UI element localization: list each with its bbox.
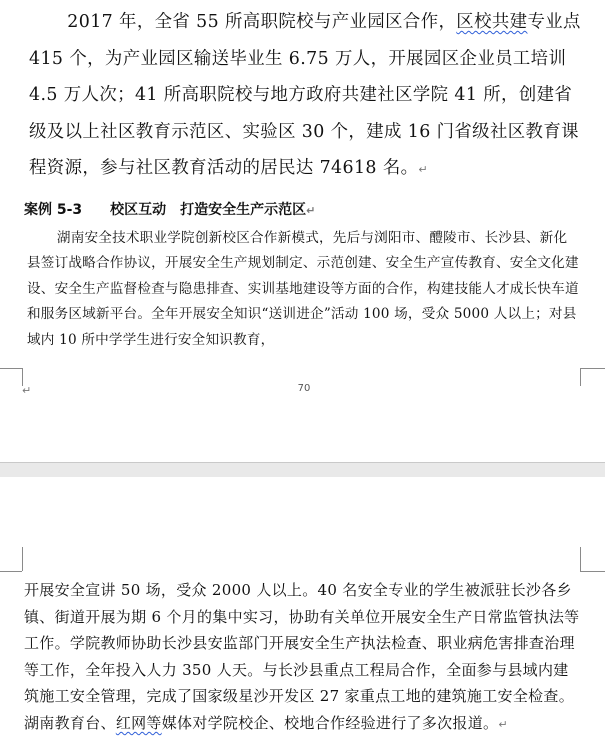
paragraph-intro-text-2: 专业点 415 个，为产业园区输送毕业生 6.75 万人，开展园区企业员工培训 4.5 万人次；41 所高职院校与地方政府共建社区学院 41 所，创建省级及以上社区教育示范区、实验区 30 个，建成 16 门省级社区教育课程资源，参与社区教育活动的居民达 74618 名。 bbox=[29, 12, 581, 178]
crop-mark-left-vertical-lower bbox=[22, 547, 23, 571]
crop-mark-left-horizontal bbox=[0, 368, 22, 369]
page-number: 70 bbox=[297, 383, 311, 394]
paragraph-continued bbox=[24, 577, 580, 739]
case-heading-text: 案例 5-3 校区互动 打造安全生产示范区 bbox=[24, 202, 307, 218]
page-separator bbox=[0, 462, 605, 478]
paragraph-intro-spellcheck-phrase: 区校共建 bbox=[456, 12, 528, 32]
crop-mark-left-horizontal-lower bbox=[0, 571, 22, 572]
paragraph-intro bbox=[29, 4, 581, 189]
paragraph-continued-text-1: 开展安全宣讲 50 场，受众 2000 人以上。40 名安全专业的学生被派驻长沙各乡镇、街道开展为期 6 个月的集中实习，协助有关单位开展安全生产日常监管执法等工作。学院教师协助长沙县安监部门开展安全生产执法检查、职业病危害排查治理等工作，全年投入人力 350 人天。与长沙县重点工程局合作，全面参与县域内建筑施工安全管理，完成了国家级星沙开发区 27 家重点工地的建筑施工安全检查。湖南教育台、 bbox=[24, 581, 580, 732]
paragraph-intro-text-1: 2017 年，全省 55 所高职院校与产业园区合作， bbox=[67, 12, 457, 32]
footer-paragraph-mark: ↵ bbox=[22, 384, 32, 397]
paragraph-mark: ↵ bbox=[306, 204, 316, 217]
crop-mark-right-vertical-lower bbox=[580, 547, 581, 571]
paragraph-mark: ↵ bbox=[418, 163, 429, 176]
case-heading bbox=[24, 200, 584, 221]
paragraph-case-body: 湖南安全技术职业学院创新校区合作新模式，先后与浏阳市、醴陵市、长沙县、新化县签订战略合作协议，开展安全生产规划制定、示范创建、安全生产宣传教育、安全文化建设、安全生产监督检查与隐患排查、实训基地建设等方面的合作，构建技能人才成长快车道和服务区域新平台。全年开展安全知识“送训进企”活动 100 场，受众 5000 人以上；对县域内 10 所中学学生进行安全知识教育， bbox=[27, 230, 579, 348]
crop-mark-right-vertical bbox=[580, 368, 581, 386]
crop-mark-right-horizontal bbox=[580, 368, 605, 369]
paragraph-continued-spellcheck-phrase: 红网等 bbox=[115, 713, 162, 732]
crop-mark-right-horizontal-lower bbox=[580, 571, 605, 572]
paragraph-continued-text-2: 媒体对学院校企、校地合作经验进行了多次报道。 bbox=[161, 713, 499, 732]
paragraph-mark: ↵ bbox=[498, 717, 508, 731]
